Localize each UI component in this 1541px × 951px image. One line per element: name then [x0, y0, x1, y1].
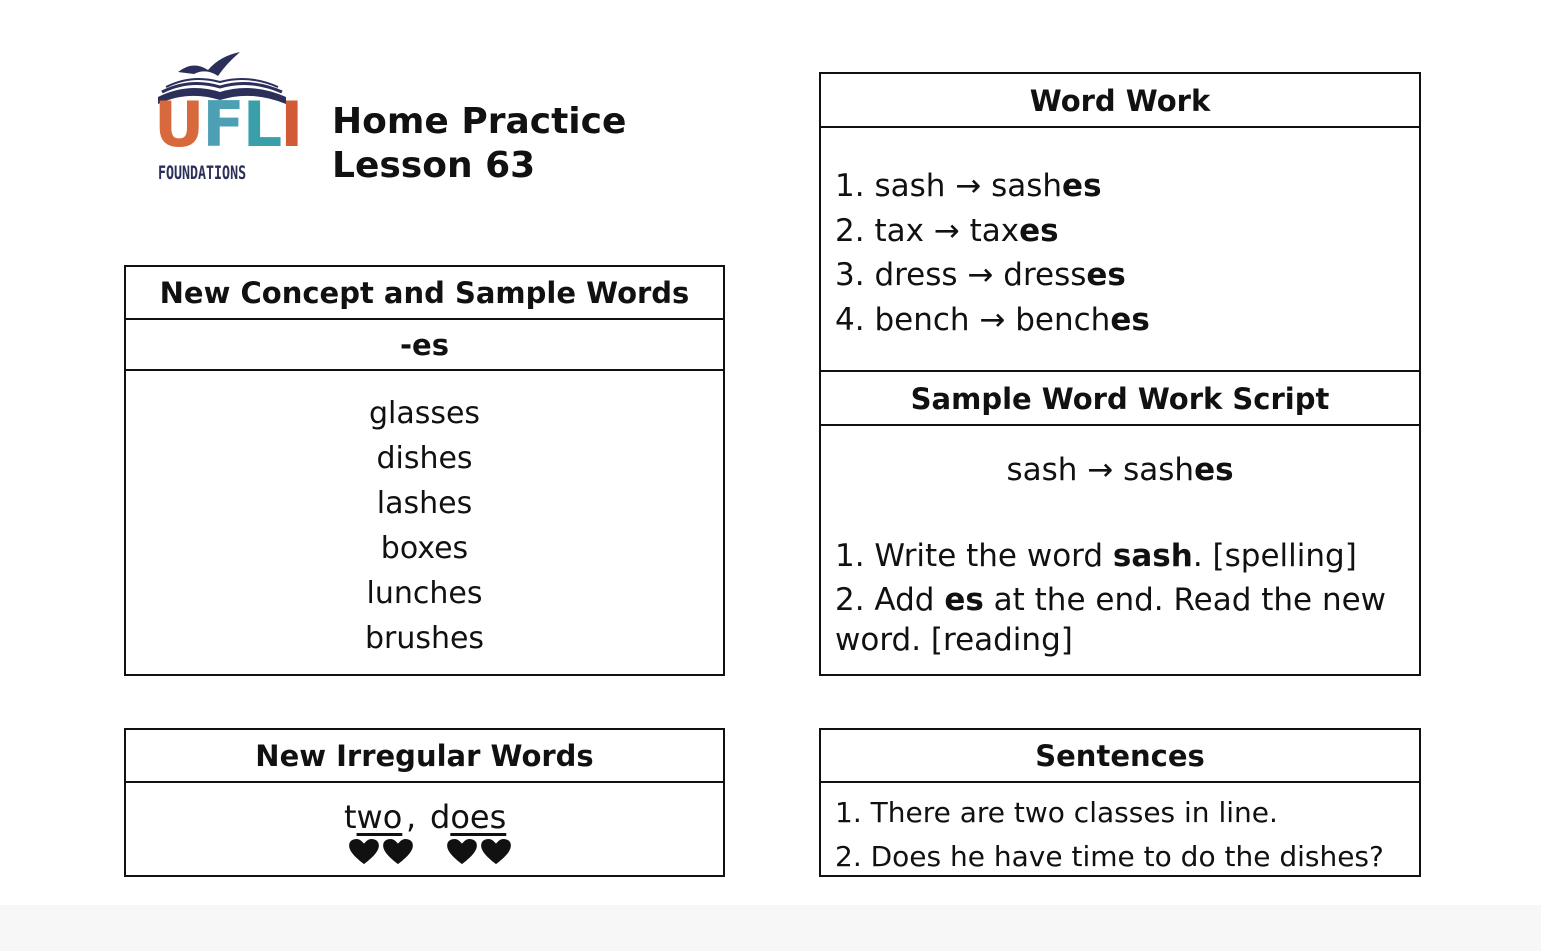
word-stem: bench — [1015, 301, 1111, 338]
irregular-words-box — [124, 728, 725, 877]
sentence-item: 1. There are two classes in line. — [835, 796, 1278, 829]
script-step-2 — [835, 580, 1405, 660]
word-stem: dress — [1003, 257, 1087, 293]
step-bold-word: sash — [1112, 538, 1193, 574]
word-stem: sash — [991, 168, 1063, 204]
step-text: . [spelling] — [1192, 538, 1357, 574]
word-suffix: es — [1194, 452, 1234, 488]
sentences-box — [819, 728, 1421, 877]
script-step-1 — [835, 536, 1405, 576]
heart-icon — [446, 839, 478, 865]
sample-word: boxes — [380, 531, 469, 566]
step-bold-word: es — [944, 582, 984, 618]
sample-word-list — [126, 371, 723, 661]
word-plain-part: d — [430, 798, 451, 836]
word-underlined-part: wo — [356, 798, 403, 836]
word-stem: tax — [969, 212, 1020, 249]
new-concept-box — [124, 265, 725, 676]
step-text: at the end. Read the new word. [reading] — [835, 582, 1387, 658]
arrow-icon: → — [967, 257, 994, 293]
sentences-header: Sentences — [821, 730, 1419, 783]
step-text: 1. Write the word — [835, 538, 1113, 574]
concept-pattern: -es — [126, 320, 723, 371]
base-word: dress — [874, 257, 958, 293]
logo-subtitle: FOUNDATIONS — [158, 162, 247, 184]
base-word: tax — [874, 212, 924, 249]
irregular-word-two — [344, 797, 402, 837]
script-steps — [835, 536, 1405, 664]
item-number: 2. — [835, 212, 865, 249]
new-concept-header: New Concept and Sample Words — [126, 267, 723, 320]
base-word: sash — [874, 168, 946, 204]
word-underlined-part: oes — [450, 798, 507, 836]
step-text: 2. Add — [835, 582, 945, 618]
arrow-icon: → — [933, 212, 960, 249]
heart-icon — [382, 839, 414, 865]
word-work-item — [835, 209, 1419, 254]
item-number: 4. — [835, 301, 865, 338]
base-word: bench — [874, 301, 970, 338]
irregular-words-body — [126, 783, 723, 873]
word-work-item — [835, 298, 1419, 343]
sample-word: dishes — [376, 441, 473, 476]
sample-word: lashes — [376, 486, 473, 521]
word-work-item — [835, 253, 1419, 298]
irregular-word-does — [430, 797, 506, 837]
word-stem: sash — [1123, 452, 1195, 488]
word-suffix: es — [1062, 168, 1102, 204]
arrow-icon: → — [1087, 452, 1114, 488]
logo-wordmark: UFLI — [154, 88, 302, 161]
sample-word: glasses — [368, 396, 481, 431]
title-line-2: Lesson 63 — [332, 145, 536, 186]
script-header: Sample Word Work Script — [821, 372, 1419, 426]
item-number: 1. — [835, 168, 865, 204]
heart-icon — [480, 839, 512, 865]
word-work-header: Word Work — [821, 74, 1419, 128]
word-suffix: es — [1110, 301, 1150, 338]
word-separator: , — [406, 798, 417, 836]
word-suffix: es — [1086, 257, 1126, 293]
sentence-item: 2. Does he have time to do the dishes? — [835, 840, 1384, 873]
item-number: 3. — [835, 257, 865, 293]
page-footer-strip — [0, 905, 1541, 951]
title-line-1: Home Practice — [332, 101, 627, 142]
irregular-words-header: New Irregular Words — [126, 730, 723, 783]
page-title — [332, 100, 626, 188]
arrow-icon: → — [979, 301, 1006, 338]
word-suffix: es — [1019, 212, 1059, 249]
arrow-icon: → — [955, 168, 982, 204]
word-work-item — [835, 164, 1419, 209]
base-word: sash — [1006, 452, 1078, 488]
sample-word: brushes — [364, 621, 485, 656]
word-work-box — [819, 72, 1421, 676]
script-body — [821, 426, 1419, 658]
sentence-list — [821, 783, 1419, 879]
ufli-logo — [148, 42, 302, 192]
word-work-list — [821, 128, 1419, 372]
heart-icon — [348, 839, 380, 865]
word-plain-part: t — [344, 798, 357, 836]
script-example — [821, 426, 1419, 490]
sample-word: lunches — [366, 576, 483, 611]
